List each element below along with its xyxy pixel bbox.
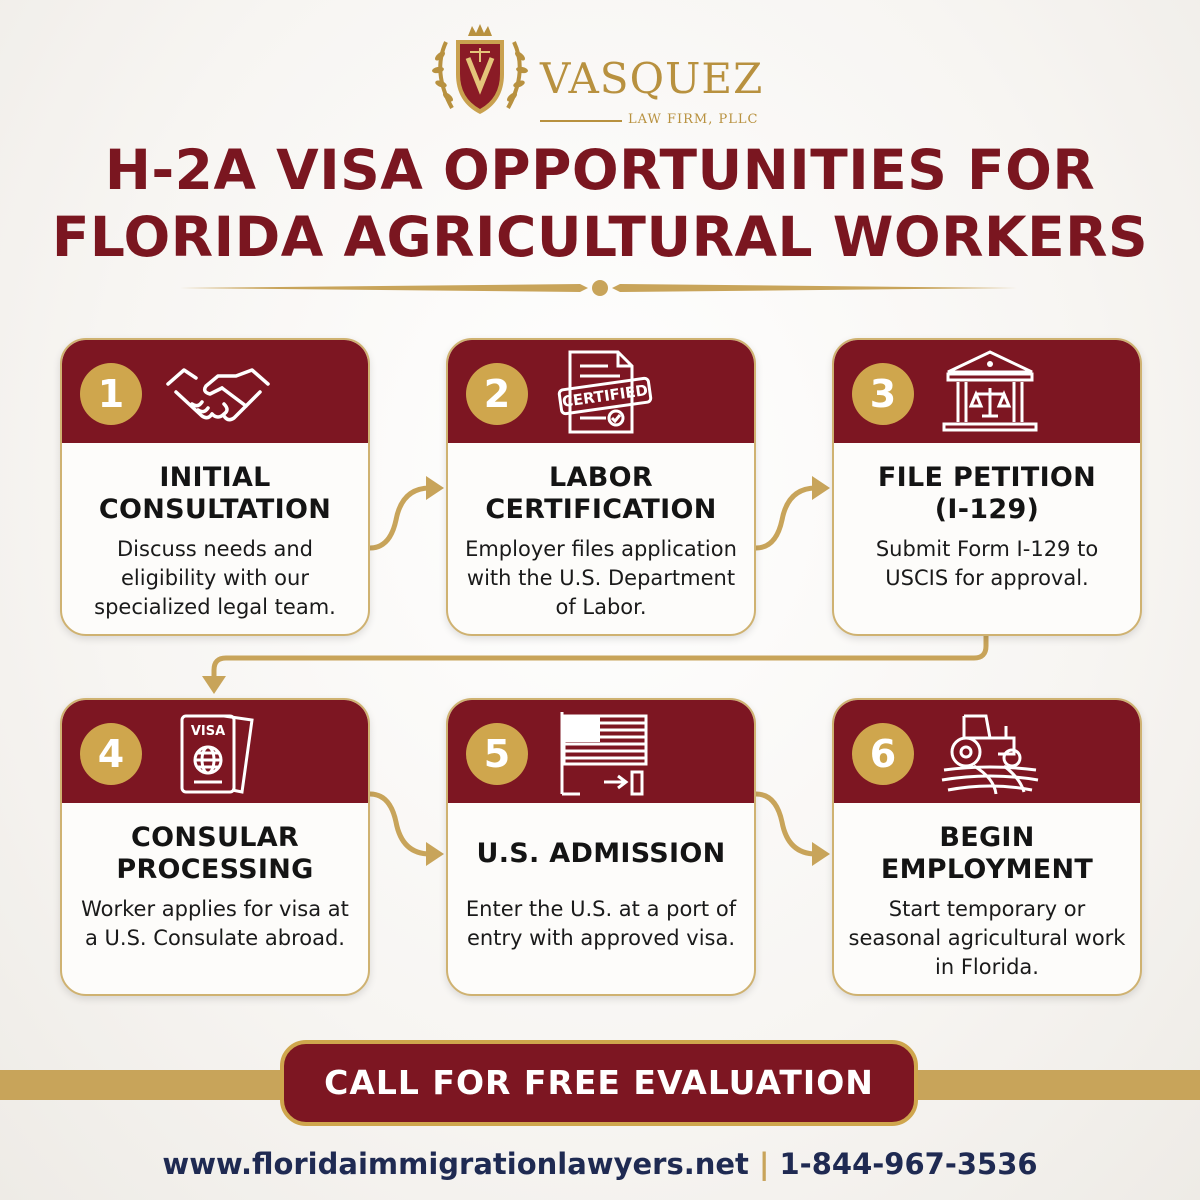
step-card-header [448, 340, 754, 443]
website-link[interactable]: www.floridaimmigrationlawyers.net [162, 1147, 749, 1181]
step-title-line: CERTIFICATION [485, 494, 717, 525]
step-title-line: EMPLOYMENT [880, 854, 1094, 885]
visa-label-text: VISA [190, 724, 226, 739]
firm-subtitle: LAW FIRM, PLLC [628, 112, 759, 127]
step-title [840, 462, 1134, 526]
step-title-line: INITIAL [159, 462, 271, 493]
step-title-line: (I-129) [934, 494, 1040, 525]
step-description: Worker applies for visa at a U.S. Consulate abroad. [81, 897, 349, 950]
phone-link[interactable]: 1-844-967-3536 [779, 1147, 1038, 1181]
passport-icon [162, 708, 274, 796]
step-card-2 [446, 338, 756, 636]
step-description: Employer files application with the U.S. Department of Labor. [465, 537, 737, 619]
firm-logo [428, 22, 788, 127]
step-number-badge: 1 [80, 363, 142, 425]
courthouse-icon [934, 348, 1046, 436]
step-title-line: U.S. ADMISSION [476, 838, 726, 869]
step-card-header [834, 340, 1140, 443]
logo-rule [540, 120, 622, 122]
arrow-step5-to-step6 [754, 786, 834, 870]
step-card-header [448, 700, 754, 803]
page-title-line-1: H-2A VISA OPPORTUNITIES FOR [104, 138, 1096, 202]
title-divider [180, 278, 1020, 298]
step-title [840, 822, 1134, 886]
step-card-1 [60, 338, 370, 636]
certified-document-icon [548, 348, 660, 436]
free-evaluation-button[interactable]: CALL FOR FREE EVALUATION [280, 1040, 918, 1126]
contact-separator: | [758, 1147, 770, 1181]
firm-name: VASQUEZ [540, 54, 764, 103]
step-title-line: LABOR [549, 462, 653, 493]
step-number-badge: 2 [466, 363, 528, 425]
step-number-badge: 5 [466, 723, 528, 785]
step-title-line: FILE PETITION [877, 462, 1097, 493]
arrow-step4-to-step5 [368, 786, 448, 870]
page-title-line-2: FLORIDA AGRICULTURAL WORKERS [51, 205, 1149, 269]
step-title [68, 462, 362, 526]
step-description: Start temporary or seasonal agricultural work in Florida. [848, 897, 1126, 979]
step-title-line: PROCESSING [116, 854, 314, 885]
step-title-line: BEGIN [939, 822, 1035, 853]
arrow-step1-to-step2 [368, 470, 448, 554]
tractor-icon [934, 708, 1046, 796]
step-card-4 [60, 698, 370, 996]
certified-stamp-text: CERTIFIED [560, 381, 650, 411]
arrow-step3-to-step4 [196, 628, 996, 698]
step-card-header [834, 700, 1140, 803]
handshake-icon [162, 348, 274, 436]
us-flag-icon [548, 708, 660, 796]
step-number-badge: 3 [852, 363, 914, 425]
step-title-line: CONSULTATION [98, 494, 332, 525]
step-card-header [62, 700, 368, 803]
step-card-3 [832, 338, 1142, 636]
step-card-header [62, 340, 368, 443]
step-number-badge: 4 [80, 723, 142, 785]
step-title-line: CONSULAR [130, 822, 300, 853]
step-description: Submit Form I-129 to USCIS for approval. [875, 537, 1099, 590]
step-card-6 [832, 698, 1142, 996]
step-title [454, 838, 748, 870]
contact-line [0, 1146, 1200, 1182]
step-description: Discuss needs and eligibility with our specialized legal team. [94, 537, 336, 619]
law-firm-crest-icon [428, 22, 532, 122]
step-title [68, 822, 362, 886]
step-number-badge: 6 [852, 723, 914, 785]
step-title [454, 462, 748, 526]
arrow-step2-to-step3 [754, 470, 834, 554]
step-description: Enter the U.S. at a port of entry with approved visa. [465, 897, 737, 950]
step-card-5 [446, 698, 756, 996]
